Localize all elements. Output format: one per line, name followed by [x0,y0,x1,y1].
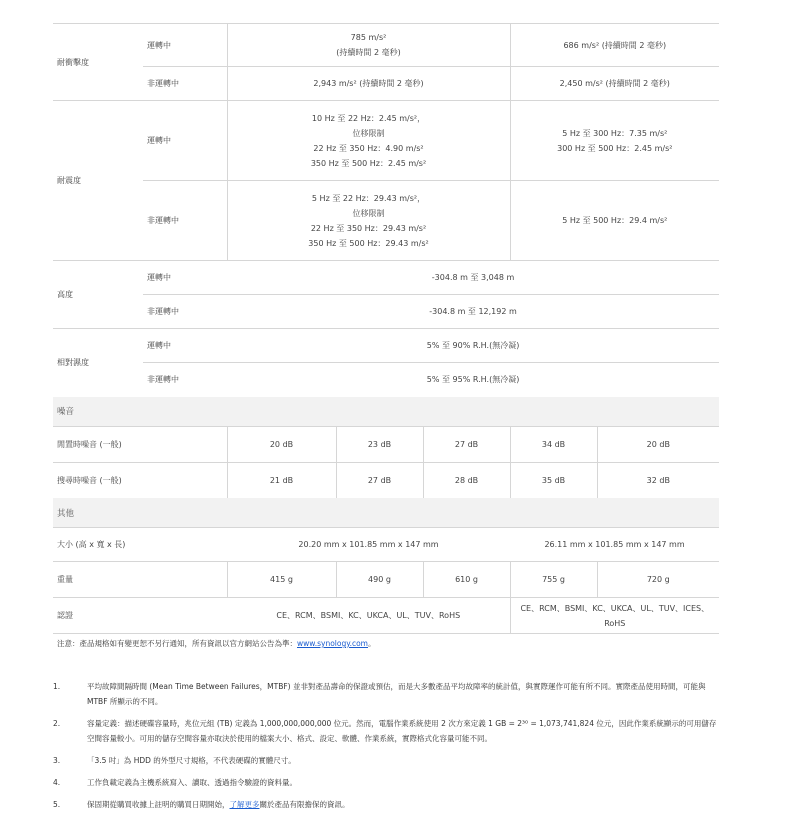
weight-row [53,562,719,598]
weight-value: 610 g [423,562,510,598]
cert-label: 認證 [53,598,227,634]
other-section-title: 其他 [53,498,719,528]
noise-seek-value: 27 dB [336,462,423,498]
spec-table-container [53,23,719,634]
shock-non-operating-row [53,67,719,101]
footnote-item: 1. 平均故障間隔時間 (Mean Time Between Failures，MTBF) 並非對產品壽命的保證或預估，而是大多數產品平均故障率的統計值，與實際運作可能有所不同。實際產品使用時間，可能與 MTBF 所顯示的不同。 [53,682,706,706]
other-section-row [53,498,719,528]
cert-row [53,598,719,634]
vibration-label: 耐震度 [53,101,143,261]
vibration-operating-row [53,101,719,181]
noise-idle-label: 閒置時噪音 (一般) [53,426,227,462]
altitude-non-operating-label: 非運轉中 [143,295,227,329]
weight-value: 755 g [510,562,597,598]
humidity-operating-row [53,329,719,363]
synology-link[interactable]: www.synology.com [297,639,368,648]
shock-non-operating-b: 2,450 m/s² (持續時間 2 毫秒) [510,67,719,101]
weight-value: 490 g [336,562,423,598]
humidity-operating-value: 5% 至 90% R.H.(無冷凝) [227,329,719,363]
vibration-non-operating-row [53,181,719,261]
altitude-operating-value: -304.8 m 至 3,048 m [227,261,719,295]
noise-idle-value: 23 dB [336,426,423,462]
vibration-non-operating-label: 非運轉中 [143,181,227,261]
shock-operating-label: 運轉中 [143,24,227,67]
vibration-operating-a: 10 Hz 至 22 Hz：2.45 m/s²， 位移限制 22 Hz 至 350 Hz：4.90 m/s² 350 Hz 至 500 Hz：2.45 m/s² [227,101,510,181]
size-row [53,528,719,562]
vibration-operating-label: 運轉中 [143,101,227,181]
altitude-non-operating-value: -304.8 m 至 12,192 m [227,295,719,329]
noise-idle-row [53,426,719,462]
noise-section-title: 噪音 [53,397,719,427]
vibration-non-operating-a: 5 Hz 至 22 Hz：29.43 m/s²， 位移限制 22 Hz 至 350 Hz：29.43 m/s² 350 Hz 至 500 Hz：29.43 m/s² [227,181,510,261]
altitude-operating-label: 運轉中 [143,261,227,295]
shock-operating-a: 785 m/s² (持續時間 2 毫秒) [227,24,510,67]
disclaimer-note: 注意：產品規格如有變更恕不另行通知，所有資訊以官方網站公告為準：www.synology.com。 [57,639,376,648]
altitude-operating-row [53,261,719,295]
noise-section-row [53,397,719,427]
noise-idle-value: 20 dB [227,426,336,462]
size-label: 大小 (高 x 寬 x 長) [53,528,227,562]
footnote-item: 4. 工作負載定義為主機系統寫入、讀取、透過指令驗證的資料量。 [53,778,297,787]
noise-seek-label: 搜尋時噪音 (一般) [53,462,227,498]
spec-table [53,23,719,634]
humidity-non-operating-row [53,363,719,397]
footnote-item: 3. 「3.5 吋」為 HDD 的外型尺寸規格，不代表硬碟的實體尺寸。 [53,756,296,765]
altitude-non-operating-row [53,295,719,329]
noise-idle-value: 34 dB [510,426,597,462]
noise-seek-value: 32 dB [597,462,719,498]
vibration-non-operating-b: 5 Hz 至 500 Hz：29.4 m/s² [510,181,719,261]
size-b: 26.11 mm x 101.85 mm x 147 mm [510,528,719,562]
noise-seek-value: 21 dB [227,462,336,498]
noise-idle-value: 20 dB [597,426,719,462]
footnote-list [53,679,723,812]
noise-seek-value: 28 dB [423,462,510,498]
humidity-non-operating-label: 非運轉中 [143,363,227,397]
shock-operating-b: 686 m/s² (持續時間 2 毫秒) [510,24,719,67]
shock-operating-row [53,24,719,67]
noise-seek-value: 35 dB [510,462,597,498]
noise-seek-row [53,462,719,498]
noise-idle-value: 27 dB [423,426,510,462]
altitude-label: 高度 [53,261,143,329]
shock-non-operating-label: 非運轉中 [143,67,227,101]
footnote-item: 2. 容量定義：描述硬碟容量時，兆位元組 (TB) 定義為 1,000,000,000,000 位元。然而，電腦作業系統使用 2 次方來定義 1 GB = 2³⁰ = 1,073,741,824 位元，因此作業系統顯示的可用儲存空間容量較小。可用的儲存空間容量亦取決於使用的檔案大小、格式、設定、軟體、作業系統，實際格式化容量可能不同。 [53,719,717,743]
size-a: 20.20 mm x 101.85 mm x 147 mm [227,528,510,562]
weight-value: 415 g [227,562,336,598]
footnote-item: 5. 保固期從購買收據上註明的購買日期開始，了解更多關於產品有限擔保的資訊。 [53,800,350,809]
cert-a: CE、RCM、BSMI、KC、UKCA、UL、TUV、RoHS [227,598,510,634]
footnotes [53,638,723,819]
shock-non-operating-a: 2,943 m/s² (持續時間 2 毫秒) [227,67,510,101]
humidity-label: 相對濕度 [53,329,143,397]
vibration-operating-b: 5 Hz 至 300 Hz：7.35 m/s² 300 Hz 至 500 Hz：2.45 m/s² [510,101,719,181]
humidity-operating-label: 運轉中 [143,329,227,363]
cert-b: CE、RCM、BSMI、KC、UKCA、UL、TUV、ICES、RoHS [510,598,719,634]
shock-label: 耐衝擊度 [53,24,143,101]
weight-label: 重量 [53,562,227,598]
humidity-non-operating-value: 5% 至 95% R.H.(無冷凝) [227,363,719,397]
learn-more-link[interactable]: 了解更多 [229,800,260,809]
weight-value: 720 g [597,562,719,598]
